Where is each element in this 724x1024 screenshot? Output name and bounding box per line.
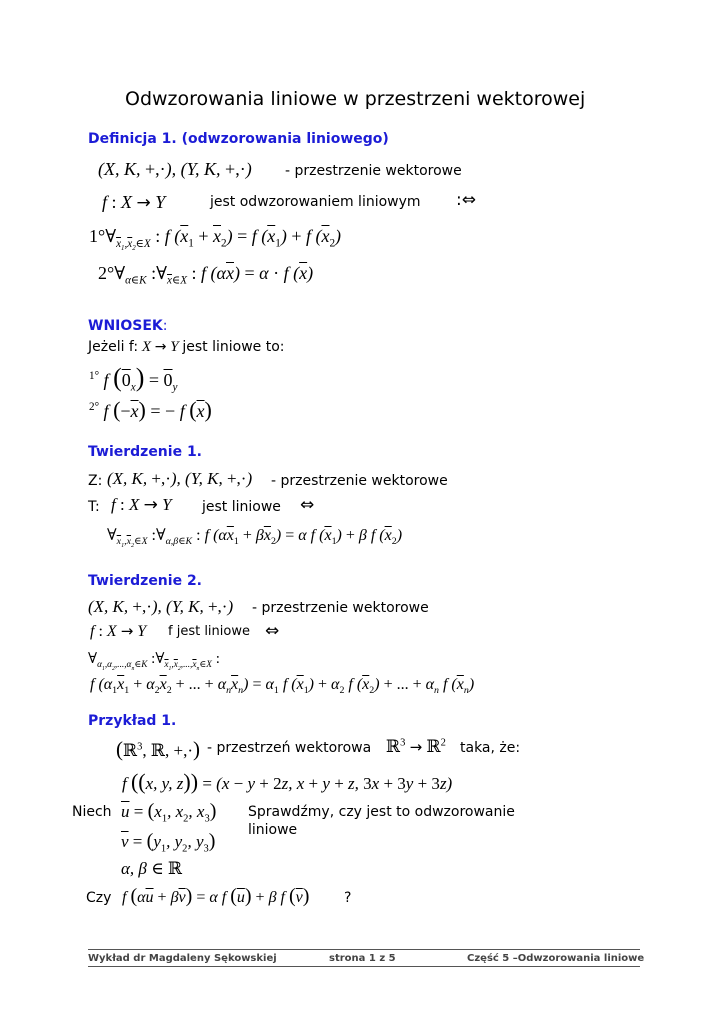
definition-condition-homogeneity: $2^\circ\forall_{\alpha\in K}$ $:\forall_{\overline{x}\in X}$ : f $(\alpha\overline{x}) = \alpha \cdot f$ $(\overline{x})$ [98,263,314,287]
definition-iff: :⇔ [456,190,476,210]
theorem2-condition: f ($\alpha_1\overline{x}_1 + \alpha_2\overline{x}_2$ + ... + $\alpha_n\overline{x}_n) = \alpha_1$ f $(\overline{x}_1) + \alpha_2$ f $(\overline{x}_2)$ + ... + $\alpha_n$ f $(\overline{x}_n)$ [90,676,475,697]
example1-space-label: - przestrzeń wektorowa [207,740,372,756]
example1-space-formula: (ℝ$^3$, ℝ, +,·) [116,737,201,761]
example1-heading: Przykład 1. [88,713,177,729]
wniosek-item-1: $^{1^\circ}$ f $(0_x) = 0_y$ [89,363,178,394]
wniosek-heading [88,318,167,334]
theorem1-z-label: Z: [88,473,103,489]
example1-question-mark: ? [344,890,352,906]
footer-rule-top [88,949,640,950]
theorem1-condition: $\forall_{\overline{x}_1,\overline{x}_2\in X}$ $:\forall_{\alpha,\beta\in K}$ : f $(\alpha\overline{x}_1 + \beta\overline{x}_2) = \alpha$ f $(\overline{x}_1) + \beta$ f $(\overline{x}_2)$ [107,527,403,550]
theorem1-t-label: T: [88,499,100,515]
footer-left: Wykład dr Magdaleny Sękowskiej [88,953,277,964]
definition-map-formula: f : X → Y [102,192,166,213]
definition-heading: Definicja 1. (odwzorowania liniowego) [88,131,389,147]
theorem1-z-text: - przestrzenie wektorowe [271,473,448,489]
theorem1-t-formula: f : X → Y [111,495,172,515]
wniosek-heading-text: WNIOSEK [88,318,163,334]
example1-definition-formula: f ((x, y, z)) = (x − y + 2z, x + y + z, 3x + 3y + 3z) [122,769,453,794]
definition-spaces-label: - przestrzenie wektorowe [285,163,462,179]
example1-question-formula: f $(\alpha\overline{u} + \beta\overline{v}) = \alpha$ f $(\overline{u}) + \beta$ f $(\overline{v})$ [122,885,310,907]
theorem1-z-formula: (X, K, +,·), (Y, K, +,·) [107,469,253,488]
theorem2-quantifiers: $\forall_{\alpha_1,\alpha_2,...,\alpha_n\in K}$ $:\forall_{\overline{x}_1,\overline{x}_2,...,\overline{x}_n\in X}$ : [88,651,220,672]
footer-rule-bottom [88,966,640,967]
wniosek-item-2: $^{2^\circ}$ f $(-\overline{x})$ = − f $(\overline{x})$ [89,397,212,422]
wniosek-intro-prefix: Jeżeli f: [88,339,139,355]
example1-taka: taka, że: [460,740,521,756]
definition-spaces-formula: (X, K, +,·), (Y, K, +,·) [98,159,252,179]
footer-right: Część 5 –Odwzorowania liniowe [467,953,645,964]
example1-check-line1: Sprawdźmy, czy jest to odwzorowanie [248,804,515,820]
theorem2-spaces-formula: (X, K, +,·), (Y, K, +,·) [88,597,234,616]
wniosek-colon: : [162,318,168,334]
wniosek-intro-suffix: jest liniowe to: [182,339,285,355]
theorem2-heading: Twierdzenie 2. [88,573,203,589]
theorem2-map-formula: f : X → Y [90,622,147,640]
example1-niech: Niech [72,804,112,820]
theorem2-iff: ⇔ [265,621,280,641]
definition-condition-additivity: $1^\circ\forall_{\overline{x}_1,\overline{x}_2\in X}$ : f $(\overline{x}_1 + \overline{x}_2) = f$ $(\overline{x}_1) + f$ $(\overline{x}_2)$ [89,226,342,252]
example1-vector-u: $\overline{u} = (x_1$, $x_2$, $x_3$) [121,800,217,825]
theorem1-t-text: jest liniowe [202,499,281,515]
definition-map-label: jest odwzorowaniem liniowym [210,194,421,210]
wniosek-intro: Jeżeli f: X → Y jest liniowe to: [88,339,285,355]
example1-map-formula: ℝ$^3$ → ℝ$^2$ [386,737,446,756]
theorem2-spaces-label: - przestrzenie wektorowe [252,600,429,616]
example1-scalars: α, β ∈ ℝ [121,859,183,878]
theorem1-iff: ⇔ [300,495,315,515]
example1-czy: Czy [86,890,112,906]
example1-check-line2: liniowe [248,822,298,838]
theorem1-heading: Twierdzenie 1. [88,444,203,460]
theorem2-map-label: f jest liniowe [168,624,250,639]
page-title: Odwzorowania liniowe w przestrzeni wektorowej [125,88,586,110]
footer-center: strona 1 z 5 [329,953,396,964]
example1-vector-v: $\overline{v} = (y_1$, $y_2$, $y_3$) [121,830,216,855]
